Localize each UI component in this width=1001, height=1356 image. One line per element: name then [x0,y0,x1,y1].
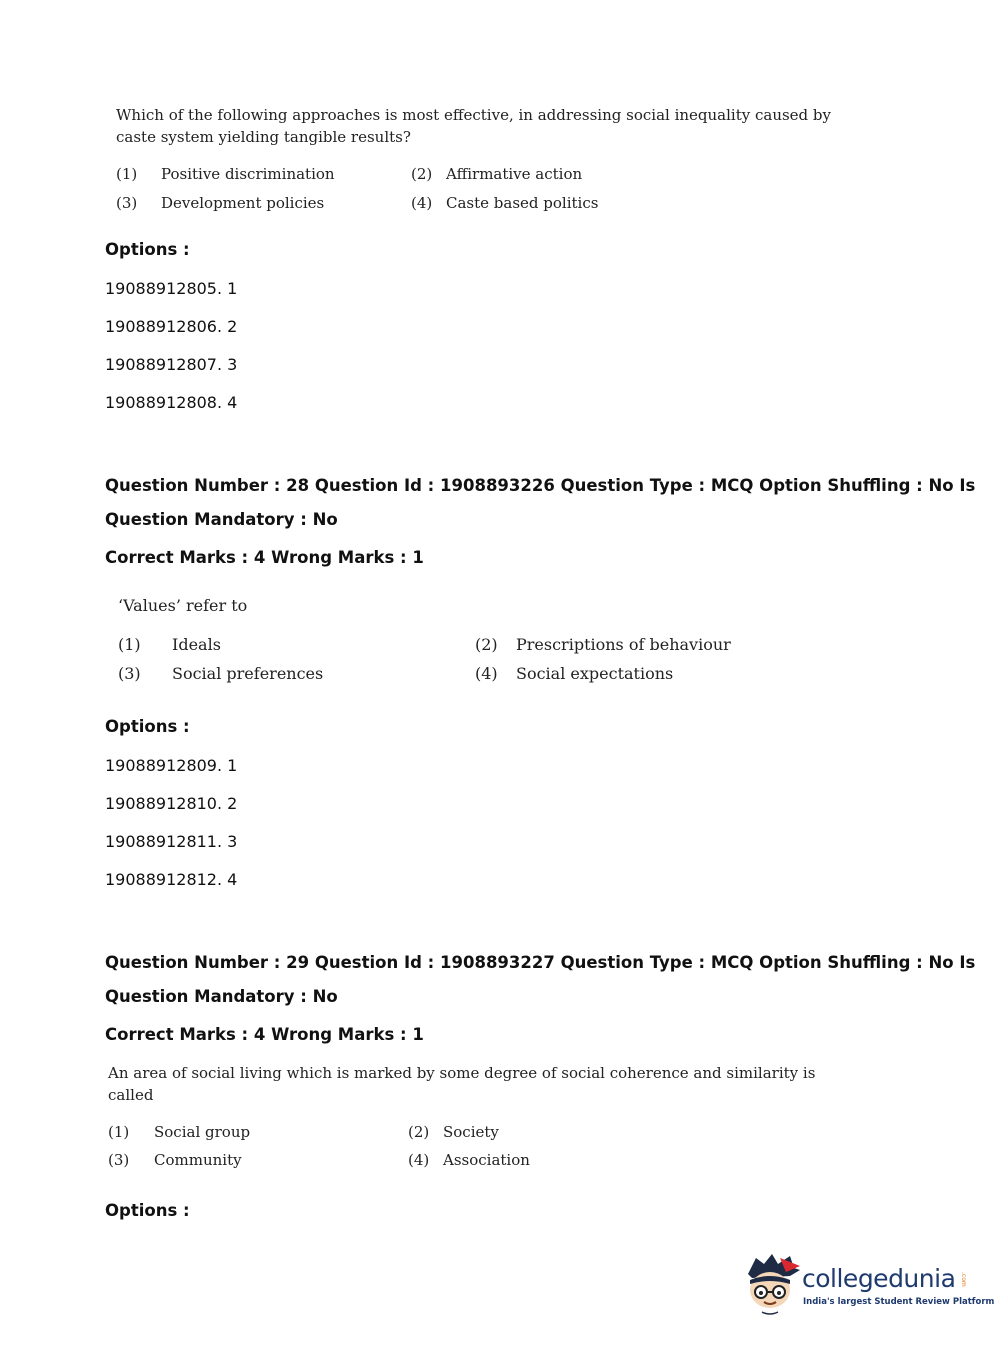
option-id: 19088912808. 4 [105,393,238,412]
choice-text: Community [154,1151,242,1169]
question-marks: Correct Marks : 4 Wrong Marks : 1 [105,1025,424,1044]
choice-text: Association [443,1151,530,1169]
choice-number: (4) [411,194,433,212]
option-id: 19088912809. 1 [105,756,238,775]
option-id: 19088912811. 3 [105,832,238,851]
choice-text: Positive discrimination [161,165,335,183]
mascot-icon [742,1250,802,1318]
question-27-text [116,104,831,148]
logo-tagline: India's largest Student Review Platform [803,1297,995,1307]
choice-number: (3) [108,1151,130,1169]
question-marks: Correct Marks : 4 Wrong Marks : 1 [105,548,424,567]
choice-number: (4) [408,1151,430,1169]
choice-text: Development policies [161,194,325,212]
choice-number: (3) [118,664,141,683]
question-text-line: Which of the following approaches is most effective, in addressing social inequality caused by [116,106,832,124]
question-29-choices [108,1123,708,1183]
choice-number: (4) [475,664,498,683]
question-text-line: An area of social living which is marked by some degree of social coherence and similarity is [108,1064,816,1082]
logo-wordmark: collegedunia [802,1264,956,1293]
choice-text: Society [443,1123,499,1141]
options-label: Options : [105,717,190,736]
choice-number: (2) [408,1123,430,1141]
question-text-line: called [108,1086,154,1104]
choice-number: (1) [116,165,138,183]
choice-text: Caste based politics [446,194,599,212]
option-id: 19088912806. 2 [105,317,238,336]
choice-text: Social preferences [172,664,324,683]
choice-text: Affirmative action [446,165,583,183]
question-mandatory: Question Mandatory : No [105,987,338,1006]
options-label: Options : [105,1201,190,1220]
choice-number: (2) [411,165,433,183]
option-id: 19088912807. 3 [105,355,238,374]
collegedunia-logo [742,1250,995,1320]
choice-text: Social group [154,1123,251,1141]
choice-text: Prescriptions of behaviour [516,635,731,654]
choice-text: Ideals [172,635,221,654]
question-27-choices [116,165,716,225]
options-label: Options : [105,240,190,259]
option-id: 19088912805. 1 [105,279,238,298]
question-header: Question Number : 28 Question Id : 1908893226 Question Type : MCQ Option Shuffling : No Is [105,476,976,495]
choice-number: (2) [475,635,498,654]
question-28-choices [118,635,758,695]
choice-number: (3) [116,194,138,212]
question-header: Question Number : 29 Question Id : 1908893227 Question Type : MCQ Option Shuffling : No Is [105,953,976,972]
question-text-line: caste system yielding tangible results? [116,128,411,146]
question-mandatory: Question Mandatory : No [105,510,338,529]
choice-number: (1) [118,635,141,654]
option-id: 19088912812. 4 [105,870,238,889]
logo-suffix: .com [960,1272,967,1287]
question-29-text [108,1062,815,1106]
choice-number: (1) [108,1123,130,1141]
choice-text: Social expectations [516,664,674,683]
option-id: 19088912810. 2 [105,794,238,813]
question-28-text: ‘Values’ refer to [118,596,248,615]
